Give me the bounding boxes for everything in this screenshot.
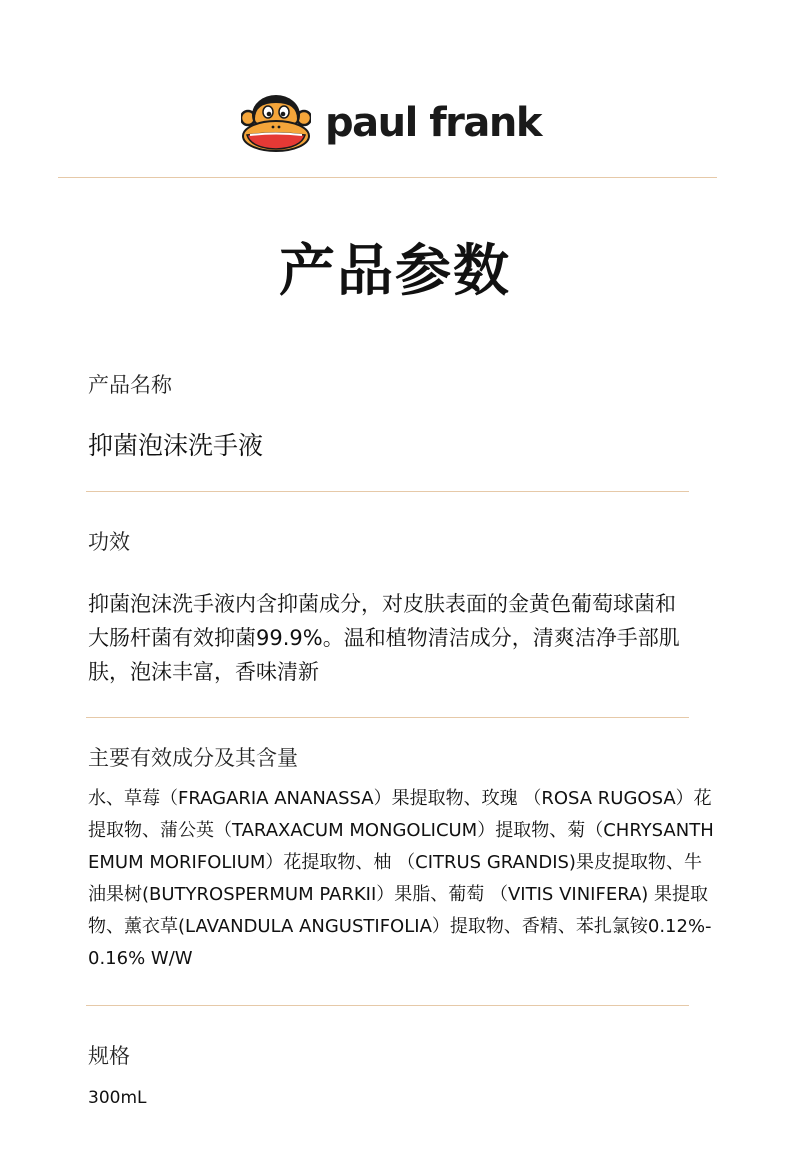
product-name-section <box>88 372 718 399</box>
ingredients-label: 主要有效成分及其含量 <box>88 746 298 770</box>
product-name-value-wrap <box>88 430 718 463</box>
brand-logo <box>241 93 541 153</box>
divider-1 <box>86 491 689 492</box>
ingredients-section <box>88 745 718 772</box>
header <box>0 0 790 178</box>
page-title: 产品参数 <box>279 239 511 304</box>
product-name-value: 抑菌泡沫洗手液 <box>88 431 264 460</box>
spec-value: 300mL <box>88 1088 147 1108</box>
header-divider <box>58 177 717 178</box>
spec-value-wrap <box>88 1087 718 1109</box>
ingredients-value: 水、草莓（FRAGARIA ANANASSA）果提取物、玫瑰 （ROSA RUGOSA）花提取物、蒲公英（TARAXACUM MONGOLICUM）提取物、菊（CHRYSANTHEMUM MORIFOLIUM）花提取物、柚 （CITRUS GRANDIS)果皮提取物、牛油果树(BUTYROSPERMUM PARKII）果脂、葡萄 （VITIS VINIFERA) 果提取物、薰衣草(LAVANDULA ANGUSTIFOLIA）提取物、香精、苯扎氯铵0.12%-0.16% W/W <box>88 788 714 969</box>
brand-name: paul frank <box>325 100 541 146</box>
spec-label: 规格 <box>88 1044 130 1068</box>
ingredients-value-wrap <box>88 783 718 975</box>
efficacy-value: 抑菌泡沫洗手液内含抑菌成分，对皮肤表面的金黄色葡萄球菌和大肠杆菌有效抑菌99.9%。温和植物清洁成分，清爽洁净手部肌肤，泡沫丰富，香味清新 <box>88 592 680 684</box>
efficacy-value-wrap <box>88 587 693 689</box>
divider-2 <box>86 717 689 718</box>
spec-section <box>88 1043 718 1070</box>
divider-3 <box>86 1005 689 1006</box>
efficacy-section <box>88 529 718 556</box>
product-name-label: 产品名称 <box>88 373 172 397</box>
efficacy-label: 功效 <box>88 530 130 554</box>
monkey-face-icon <box>241 93 311 153</box>
